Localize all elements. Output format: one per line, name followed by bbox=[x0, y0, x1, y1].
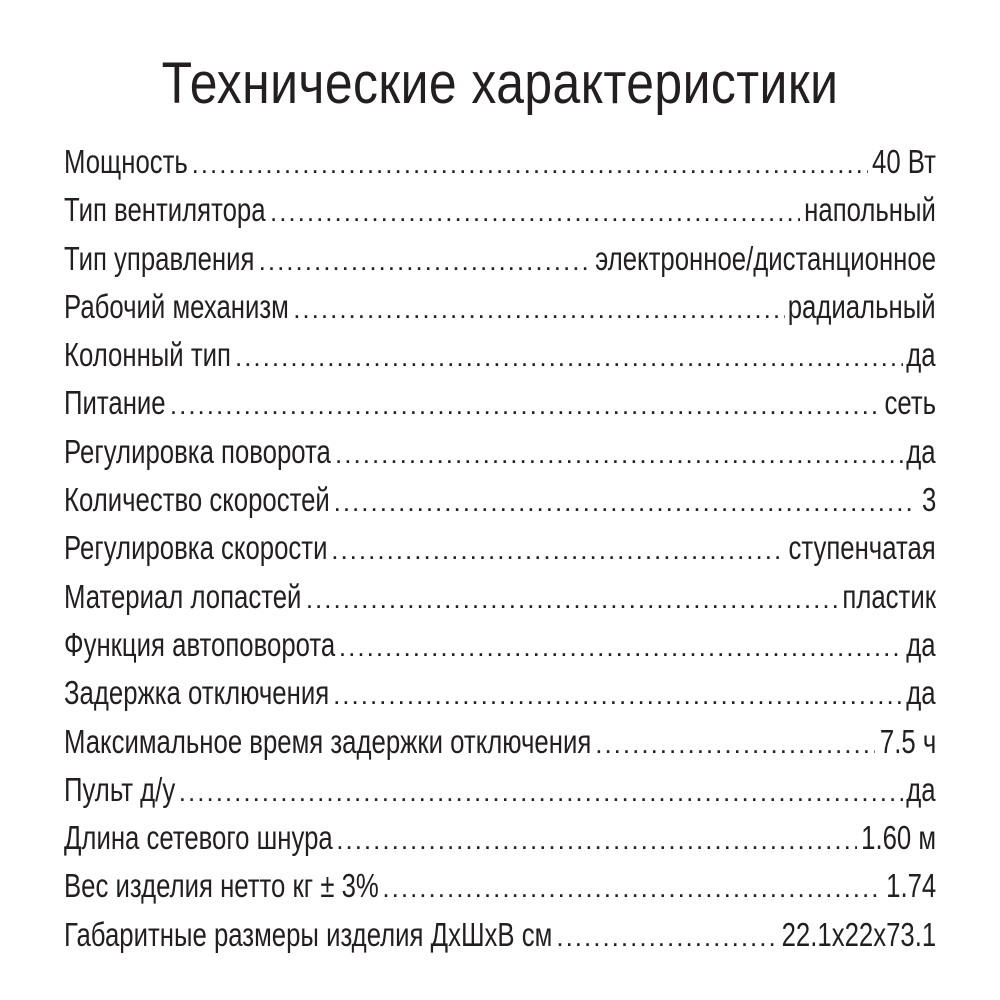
dot-leader bbox=[259, 237, 591, 283]
spec-value: радиальный bbox=[788, 287, 936, 325]
spec-list bbox=[64, 138, 936, 959]
spec-label: Функция автоповорота bbox=[64, 625, 336, 663]
spec-row bbox=[64, 235, 936, 283]
spec-label: Материал лопастей bbox=[64, 577, 302, 615]
spec-value: да bbox=[906, 336, 936, 374]
spec-value: 1.74 bbox=[885, 867, 936, 905]
spec-label: Рабочий механизм bbox=[64, 287, 289, 325]
spec-row bbox=[64, 283, 936, 331]
spec-row bbox=[64, 186, 936, 234]
spec-row bbox=[64, 718, 936, 766]
spec-value: 40 Вт bbox=[872, 143, 936, 180]
dot-leader bbox=[170, 381, 881, 427]
spec-row bbox=[64, 379, 936, 427]
spec-row bbox=[64, 428, 936, 476]
spec-row bbox=[64, 331, 936, 379]
spec-value: ступенчатая bbox=[788, 529, 936, 567]
spec-label: Вес изделия нетто кг ± 3% bbox=[64, 867, 379, 905]
dot-leader bbox=[334, 478, 918, 524]
dot-leader bbox=[179, 768, 903, 814]
spec-label: Количество скоростей bbox=[64, 481, 330, 519]
spec-value: электронное/дистанционное bbox=[595, 239, 936, 277]
dot-leader bbox=[595, 720, 875, 766]
spec-label: Регулировка поворота bbox=[64, 432, 331, 470]
spec-value: 1.60 м bbox=[861, 819, 936, 857]
spec-label: Пульт д/у bbox=[64, 770, 176, 808]
spec-value: сеть bbox=[884, 384, 936, 422]
spec-value: 22.1x22x73.1 bbox=[781, 915, 936, 953]
spec-label: Габаритные размеры изделия ДхШхВ см bbox=[64, 915, 553, 953]
dot-leader bbox=[339, 623, 903, 669]
page-title: Технические характеристики bbox=[161, 51, 839, 116]
spec-label: Тип управления bbox=[64, 239, 255, 277]
dot-leader bbox=[333, 671, 903, 717]
spec-label: Мощность bbox=[64, 143, 188, 180]
spec-value: да bbox=[906, 625, 936, 663]
spec-value: да bbox=[906, 674, 936, 712]
spec-row bbox=[64, 621, 936, 669]
dot-leader bbox=[306, 575, 839, 621]
spec-value: напольный bbox=[804, 191, 936, 229]
spec-label: Колонный тип bbox=[64, 336, 231, 374]
spec-label: Максимальное время задержки отключения bbox=[64, 722, 592, 760]
spec-value: 3 bbox=[921, 481, 936, 519]
spec-row bbox=[64, 766, 936, 814]
spec-row bbox=[64, 669, 936, 717]
spec-row bbox=[64, 524, 936, 572]
spec-value: 7.5 ч bbox=[879, 722, 936, 760]
spec-label: Регулировка скорости bbox=[64, 529, 328, 567]
dot-leader bbox=[293, 285, 784, 331]
dot-leader bbox=[382, 864, 881, 910]
dot-leader bbox=[331, 526, 785, 572]
spec-row bbox=[64, 573, 936, 621]
spec-value: пластик bbox=[842, 577, 936, 615]
dot-leader bbox=[335, 430, 903, 476]
dot-leader bbox=[235, 333, 903, 379]
spec-label: Длина сетевого шнура bbox=[64, 819, 333, 857]
dot-leader bbox=[336, 816, 857, 862]
spec-value: да bbox=[906, 770, 936, 808]
spec-row bbox=[64, 138, 936, 186]
spec-value: да bbox=[906, 432, 936, 470]
spec-row bbox=[64, 911, 936, 959]
spec-label: Тип вентилятора bbox=[64, 191, 266, 229]
spec-row bbox=[64, 476, 936, 524]
spec-label: Питание bbox=[64, 384, 166, 422]
spec-label: Задержка отключения bbox=[64, 674, 330, 712]
spec-row bbox=[64, 814, 936, 862]
dot-leader bbox=[270, 188, 800, 234]
dot-leader bbox=[556, 913, 777, 959]
dot-leader bbox=[192, 140, 869, 186]
spec-row bbox=[64, 862, 936, 910]
